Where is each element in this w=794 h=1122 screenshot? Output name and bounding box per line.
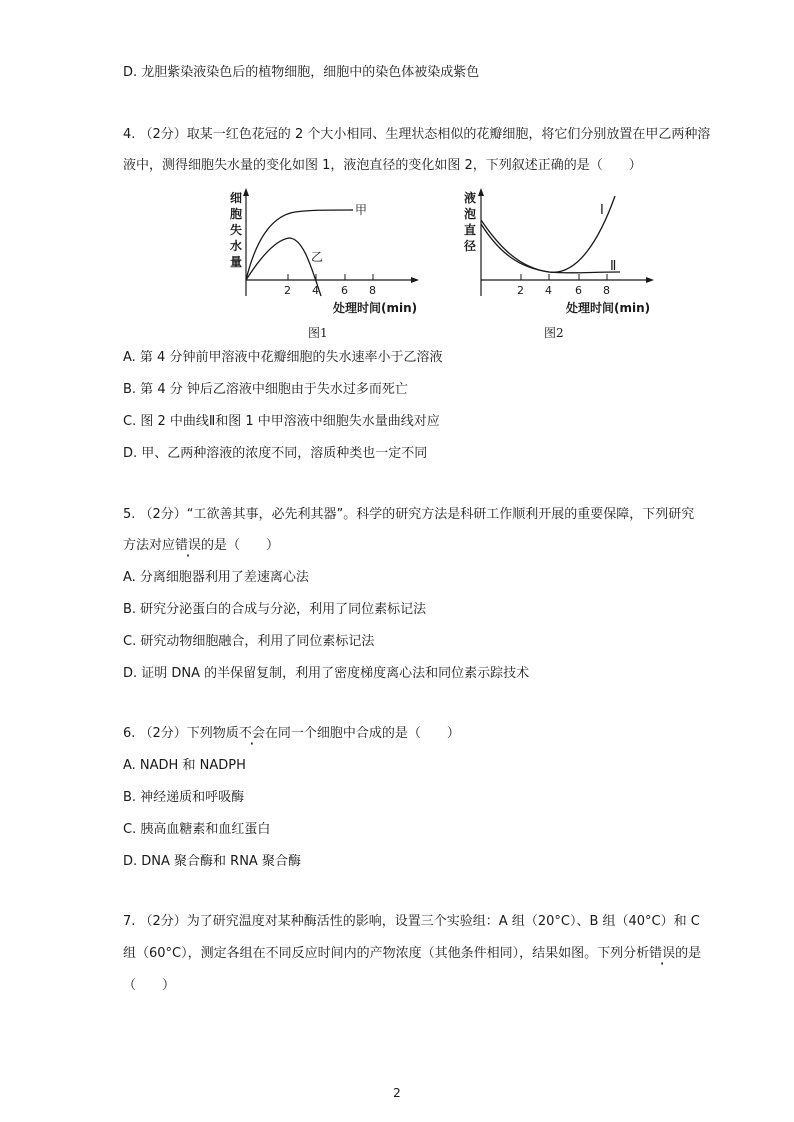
fig2-tick-label: 6 — [575, 284, 582, 297]
fig1-curve-label-yi: 乙 — [311, 250, 324, 264]
fig2-curve-2 — [481, 224, 620, 273]
q7-stem-line-3: （ ） — [123, 978, 176, 993]
fig2-x-axis-label: 处理时间(min) — [566, 301, 651, 315]
fig1-tick-label: 2 — [284, 284, 291, 297]
fig1-ylabel-char: 量 — [230, 255, 243, 269]
fig1-ylabel-char: 胞 — [230, 207, 243, 221]
figure-1-caption: 图1 — [308, 326, 328, 340]
q4-option-c: C. 图 2 中曲线Ⅱ和图 1 中甲溶液中细胞失水量曲线对应 — [123, 414, 440, 429]
q6-stem-text: 在同一个细胞中合成的是（ ） — [264, 726, 460, 741]
fig1-ylabel-char: 细 — [230, 191, 243, 205]
fig2-curve-1 — [481, 196, 615, 272]
q4-stem-line-1: 4. （2分）取某一红色花冠的 2 个大小相同、生理状态相似的花瓣细胞，将它们分别放置在甲乙两种溶 — [123, 127, 711, 142]
q5-stem-text: 方法对应 — [123, 538, 176, 553]
q5-emphasized-word: 错误 — [175, 538, 202, 553]
page-number: 2 — [393, 1086, 401, 1100]
q5-option-a: A. 分离细胞器利用了差速离心法 — [123, 570, 309, 585]
fig2-y-axis-arrow — [478, 188, 484, 196]
fig2-ylabel-char: 径 — [464, 239, 477, 253]
q5-stem-line-2 — [123, 536, 279, 556]
q6-option-a: A. NADH 和 NADPH — [123, 758, 246, 773]
fig2-tick-label: 4 — [545, 284, 552, 297]
q4-option-a: A. 第 4 分钟前甲溶液中花瓣细胞的失水速率小于乙溶液 — [123, 350, 443, 365]
fig2-tick-label: 2 — [517, 284, 524, 297]
q6-stem-text: 6. （2分）下列物质 — [123, 726, 239, 741]
q3-option-d: D. 龙胆紫染液染色后的植物细胞，细胞中的染色体被染成紫色 — [123, 65, 480, 80]
q5-option-b: B. 研究分泌蛋白的合成与分泌，利用了同位素标记法 — [123, 602, 427, 617]
fig1-tick-label: 8 — [369, 284, 376, 297]
q7-stem-text: 组（60°C），测定各组在不同反应时间内的产物浓度（其他条件相同），结果如图。下列分析 — [123, 946, 650, 961]
q7-stem-line-2 — [123, 944, 701, 964]
q7-stem-line-1: 7. （2分）为了研究温度对某种酶活性的影响，设置三个实验组：A 组（20°C）、B 组（40°C）和 C — [123, 914, 700, 929]
q4-stem-line-2: 液中，测得细胞失水量的变化如图 1，液泡直径的变化如图 2，下列叙述正确的是（ ） — [123, 158, 642, 173]
q7-emphasized-word: 错误 — [649, 946, 676, 961]
q5-stem-text: 的是（ ） — [201, 538, 280, 553]
q6-option-d: D. DNA 聚合酶和 RNA 聚合酶 — [123, 854, 301, 869]
q5-stem-line-1: 5. （2分）“工欲善其事，必先利其器”。科学的研究方法是科研工作顺利开展的重要保障，下列研究 — [123, 507, 695, 522]
fig2-ylabel-char: 直 — [464, 223, 477, 237]
figure-2-vacuole-diameter-chart — [460, 188, 660, 323]
q5-option-c: C. 研究动物细胞融合，利用了同位素标记法 — [123, 634, 375, 649]
q6-option-b: B. 神经递质和呼吸酶 — [123, 790, 245, 805]
fig2-curve-label-2: Ⅱ — [610, 259, 617, 274]
fig1-x-axis-arrow — [411, 277, 419, 283]
q7-stem-text: 的是 — [675, 946, 702, 961]
fig2-ylabel-char: 泡 — [464, 207, 477, 221]
fig2-x-axis-arrow — [646, 277, 654, 283]
fig1-tick-label: 4 — [312, 284, 319, 297]
fig1-ylabel-char: 水 — [230, 239, 243, 253]
figure-2-caption: 图2 — [544, 326, 564, 340]
fig1-ylabel-char: 失 — [230, 223, 243, 237]
fig1-y-axis-arrow — [243, 188, 249, 196]
fig2-curve-label-1: Ⅰ — [600, 203, 604, 218]
q5-option-d: D. 证明 DNA 的半保留复制，利用了密度梯度离心法和同位素示踪技术 — [123, 666, 530, 681]
fig1-curve-jia — [246, 210, 350, 280]
fig2-tick-label: 8 — [603, 284, 610, 297]
q4-option-b: B. 第 4 分 钟后乙溶液中细胞由于失水过多而死亡 — [123, 382, 408, 397]
fig2-ylabel-char: 液 — [464, 191, 477, 205]
fig1-x-axis-label: 处理时间(min) — [333, 301, 418, 315]
fig1-tick-label: 6 — [341, 284, 348, 297]
q6-option-c: C. 胰高血糖素和血红蛋白 — [123, 822, 271, 837]
q6-emphasized-word: 不会 — [238, 726, 265, 741]
q4-option-d: D. 甲、乙两种溶液的浓度不同，溶质种类也一定不同 — [123, 446, 428, 461]
q6-stem — [123, 724, 460, 744]
fig1-curve-label-jia: 甲 — [355, 203, 368, 217]
figure-1-cell-water-loss-chart — [225, 188, 425, 323]
